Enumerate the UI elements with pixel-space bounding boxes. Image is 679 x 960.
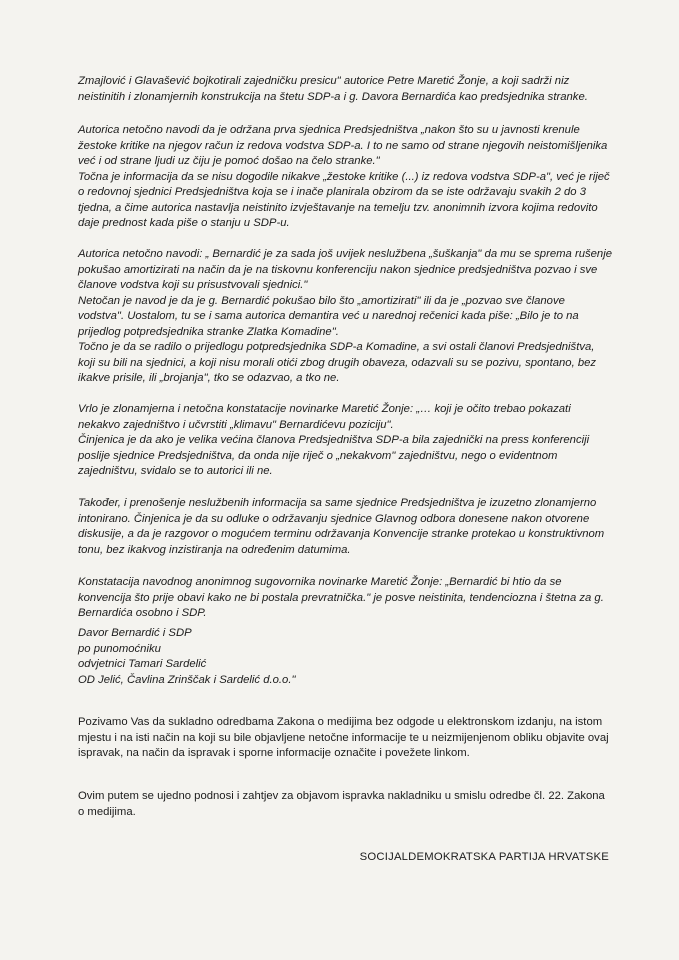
paragraph-text: Autorica netočno navodi: „ Bernardić je za sada još uvijek neslužbena „šuškanja" da mu se sprema rušenje pokušao amortizirati na način da je na tiskovnu konferenciju nakon sjednice predsjedništva pozvao i sve članove vodstva koji su prisustvovali sjednici." xyxy=(78,248,612,291)
signature-line: odvjetnici Tamari Sardelić xyxy=(78,658,207,670)
paragraph-first-session xyxy=(78,123,614,232)
signature-line: po punomoćniku xyxy=(78,642,161,655)
paragraph-text: Vrlo je zlonamjerna i netočna konstatacije novinarke Maretić Žonje: „… koji je očito trebao pokazati nekakvo zajedništvo i učvrstiti „klimavu" Bernardićevu poziciju". xyxy=(78,403,571,431)
paragraph-unofficial-info xyxy=(78,496,614,558)
paragraph-text: Točna je informacija da se nisu dogodile nikakve „žestoke kritike (...) iz redova vodstva SDP-a", već je riječ o redovnoj sjednici Predsjedništva koja se i inače planirala obzirom da se iste održavaju svakih 2 do 3 tjedna, a čime autorica nastavlja neistinito izvještavanje na temelju tzv. anonimnih izvora kojima redovito daje prednost kada piše o stanju u SDP-u. xyxy=(78,170,610,229)
closing-request xyxy=(78,715,614,762)
paragraph-text: Činjenica je da ako je velika većina članova Predsjedništva SDP-a bila zajednički na press konferenciji poslije sjednice Predsjedništva, da onda nije riječ o „nekakvom" zajedništvu, nego o evidentnom zajedništvu, svidalo se to autorici ili ne. xyxy=(78,434,590,477)
paragraph-text: Netočan je navod je da je g. Bernardić pokušao bilo što „amortizirati" ili da je „pozvao sve članove vodstva". Uostalom, tu se i sama autorica demantira već u narednoj rečenici kada piše: „Bilo je to na prijedlog potpredsjednika stranke Zlatka Komadine". xyxy=(78,294,579,338)
paragraph-intro xyxy=(78,74,614,105)
paragraph-text: Ovim putem se ujedno podnosi i zahtjev za objavom ispravka nakladniku u smislu odredbe čl. 22. Zakona o medijima. xyxy=(78,790,605,818)
paragraph-anonymous-source xyxy=(78,575,614,622)
paragraph-text: Zmajlović i Glavašević bojkotirali zajedničku presicu" autorice Petre Maretić Žonje, a koji sadrži niz neistinitih i zlonamjernih konstrukcija na štetu SDP-a i g. Davora Bernardića kao predsjednika stranke. xyxy=(78,75,588,103)
signature-line: Davor Bernardić i SDP xyxy=(78,627,192,639)
paragraph-text: Točno je da se radilo o prijedlogu potpredsjednika SDP-a Komadine, a svi ostali članovi Predsjedništva, koji su bili na sjednici, a koji nisu morali otići zbog drugih obaveza, odazvali su se pozivu, spontano, bez ikakve prisile, ili „brojanja", tko se odazvao, a tko ne. xyxy=(78,341,597,384)
paragraph-text: Konstatacija navodnog anonimnog sugovornika novinarke Maretić Žonje: „Bernardić bi htio da se konvencija što prije obavi kako ne bi postala prevratnička." je posve neistinita, tendenciozna i štetna za g. Bernardića osobno i SDP. xyxy=(78,576,604,619)
party-name: SOCIJALDEMOKRATSKA PARTIJA HRVATSKE xyxy=(359,851,609,863)
signature-line: OD Jelić, Čavlina Zrinščak i Sardelić d.o.o." xyxy=(78,673,296,686)
paragraph-unity xyxy=(78,402,614,480)
signature-block xyxy=(78,626,614,688)
paragraph-text: Pozivamo Vas da sukladno odredbama Zakona o medijima bez odgode u elektronskom izdanju, na istom mjestu i na isti način na koji su bile objavljene netočne informacije te u neizmijenjenom obliku objavite ovaj ispravak, na način da ispravak i sporne informacije označite i povežete linkom. xyxy=(78,716,609,759)
paragraph-text: Također, i prenošenje neslužbenih informacija sa same sjednice Predsjedništva je izuzetno zlonamjerno intonirano. Činjenica je da su odluke o održavanju sjednice Glavnog odbora donesene nakon otvorene diskusije, a da je razgovor o mogućem terminu održavanja Konvencije stranke protekao u konstruktivnom tonu, bez ikakvog inzistiranja na određenim datumima. xyxy=(78,497,605,556)
paragraph-text: Autorica netočno navodi da je održana prva sjednica Predsjedništva „nakon što su u javnosti krenule žestoke kritike na njegov račun iz redova vodstva SDP-a. I to ne samo od strane njegovih neistomišljenika već i od strane ljudi uz čiju je pomoć došao na čelo stranke." xyxy=(78,124,608,167)
closing-publisher-request xyxy=(78,789,614,820)
paragraph-press-conference xyxy=(78,247,614,387)
